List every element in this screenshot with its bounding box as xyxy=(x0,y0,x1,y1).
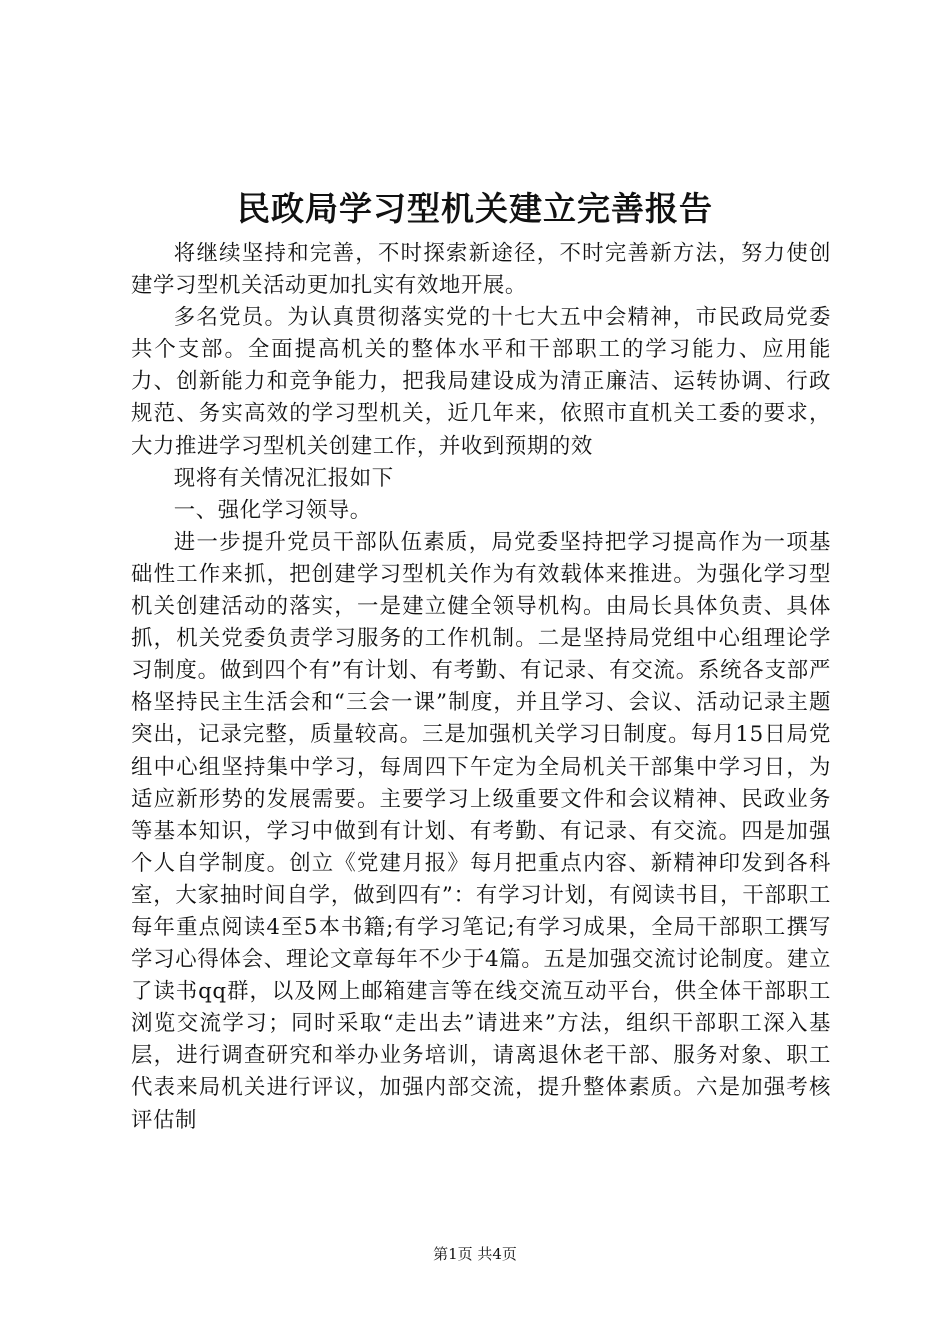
document-body xyxy=(131,238,831,1137)
paragraph-1: 将继续坚持和完善，不时探索新途径，不时完善新方法，努力使创建学习型机关活动更加扎实有效地开展。 xyxy=(131,241,831,299)
paragraph-5: 进一步提升党员干部队伍素质，局党委坚持把学习提高作为一项基础性工作来抓，把创建学习型机关作为有效载体来推进。为强化学习型机关创建活动的落实，一是建立健全领导机构。由局长具体负责、具体抓，机关党委负责学习服务的工作机制。二是坚持局党组中心组理论学习制度。做到四个有”有计划、有考勤、有记录、有交流。系统各支部严格坚持民主生活会和“三会一课”制度，并且学习、会议、活动记录主题突出，记录完整，质量较高。三是加强机关学习日制度。每月15日局党组中心组坚持集中学习，每周四下午定为全局机关干部集中学习日，为适应新形势的发展需要。主要学习上级重要文件和会议精神、民政业务等基本知识，学习中做到有计划、有考勤、有记录、有交流。四是加强个人自学制度。创立《党建月报》每月把重点内容、新精神印发到各科室，大家抽时间自学，做到四有”：有学习计划，有阅读书目，干部职工每年重点阅读4至5本书籍;有学习笔记;有学习成果，全局干部职工撰写学习心得体会、理论文章每年不少于4篇。五是加强交流讨论制度。建立了读书qq群，以及网上邮箱建言等在线交流互动平台，供全体干部职工浏览交流学习；同时采取“走出去”请进来”方法，组织干部职工深入基层，进行调查研究和举办业务培训，请离退休老干部、服务对象、职工代表来局机关进行评议，加强内部交流，提升整体素质。六是加强考核评估制 xyxy=(131,529,831,1133)
paragraph-2: 多名党员。为认真贯彻落实党的十七大五中会精神，市民政局党委共个支部。全面提高机关的整体水平和干部职工的学习能力、应用能力、创新能力和竞争能力，把我局建设成为清正廉洁、运转协调、行政规范、务实高效的学习型机关，近几年来，依照市直机关工委的要求，大力推进学习型机关创建工作，并收到预期的效 xyxy=(131,305,831,459)
paragraph-3: 现将有关情况汇报如下 xyxy=(173,465,394,491)
page-footer: 第1页 共4页 xyxy=(433,1245,517,1263)
section-heading-1: 一、强化学习领导。 xyxy=(173,497,372,523)
document-title: 民政局学习型机关建立完善报告 xyxy=(237,189,713,228)
